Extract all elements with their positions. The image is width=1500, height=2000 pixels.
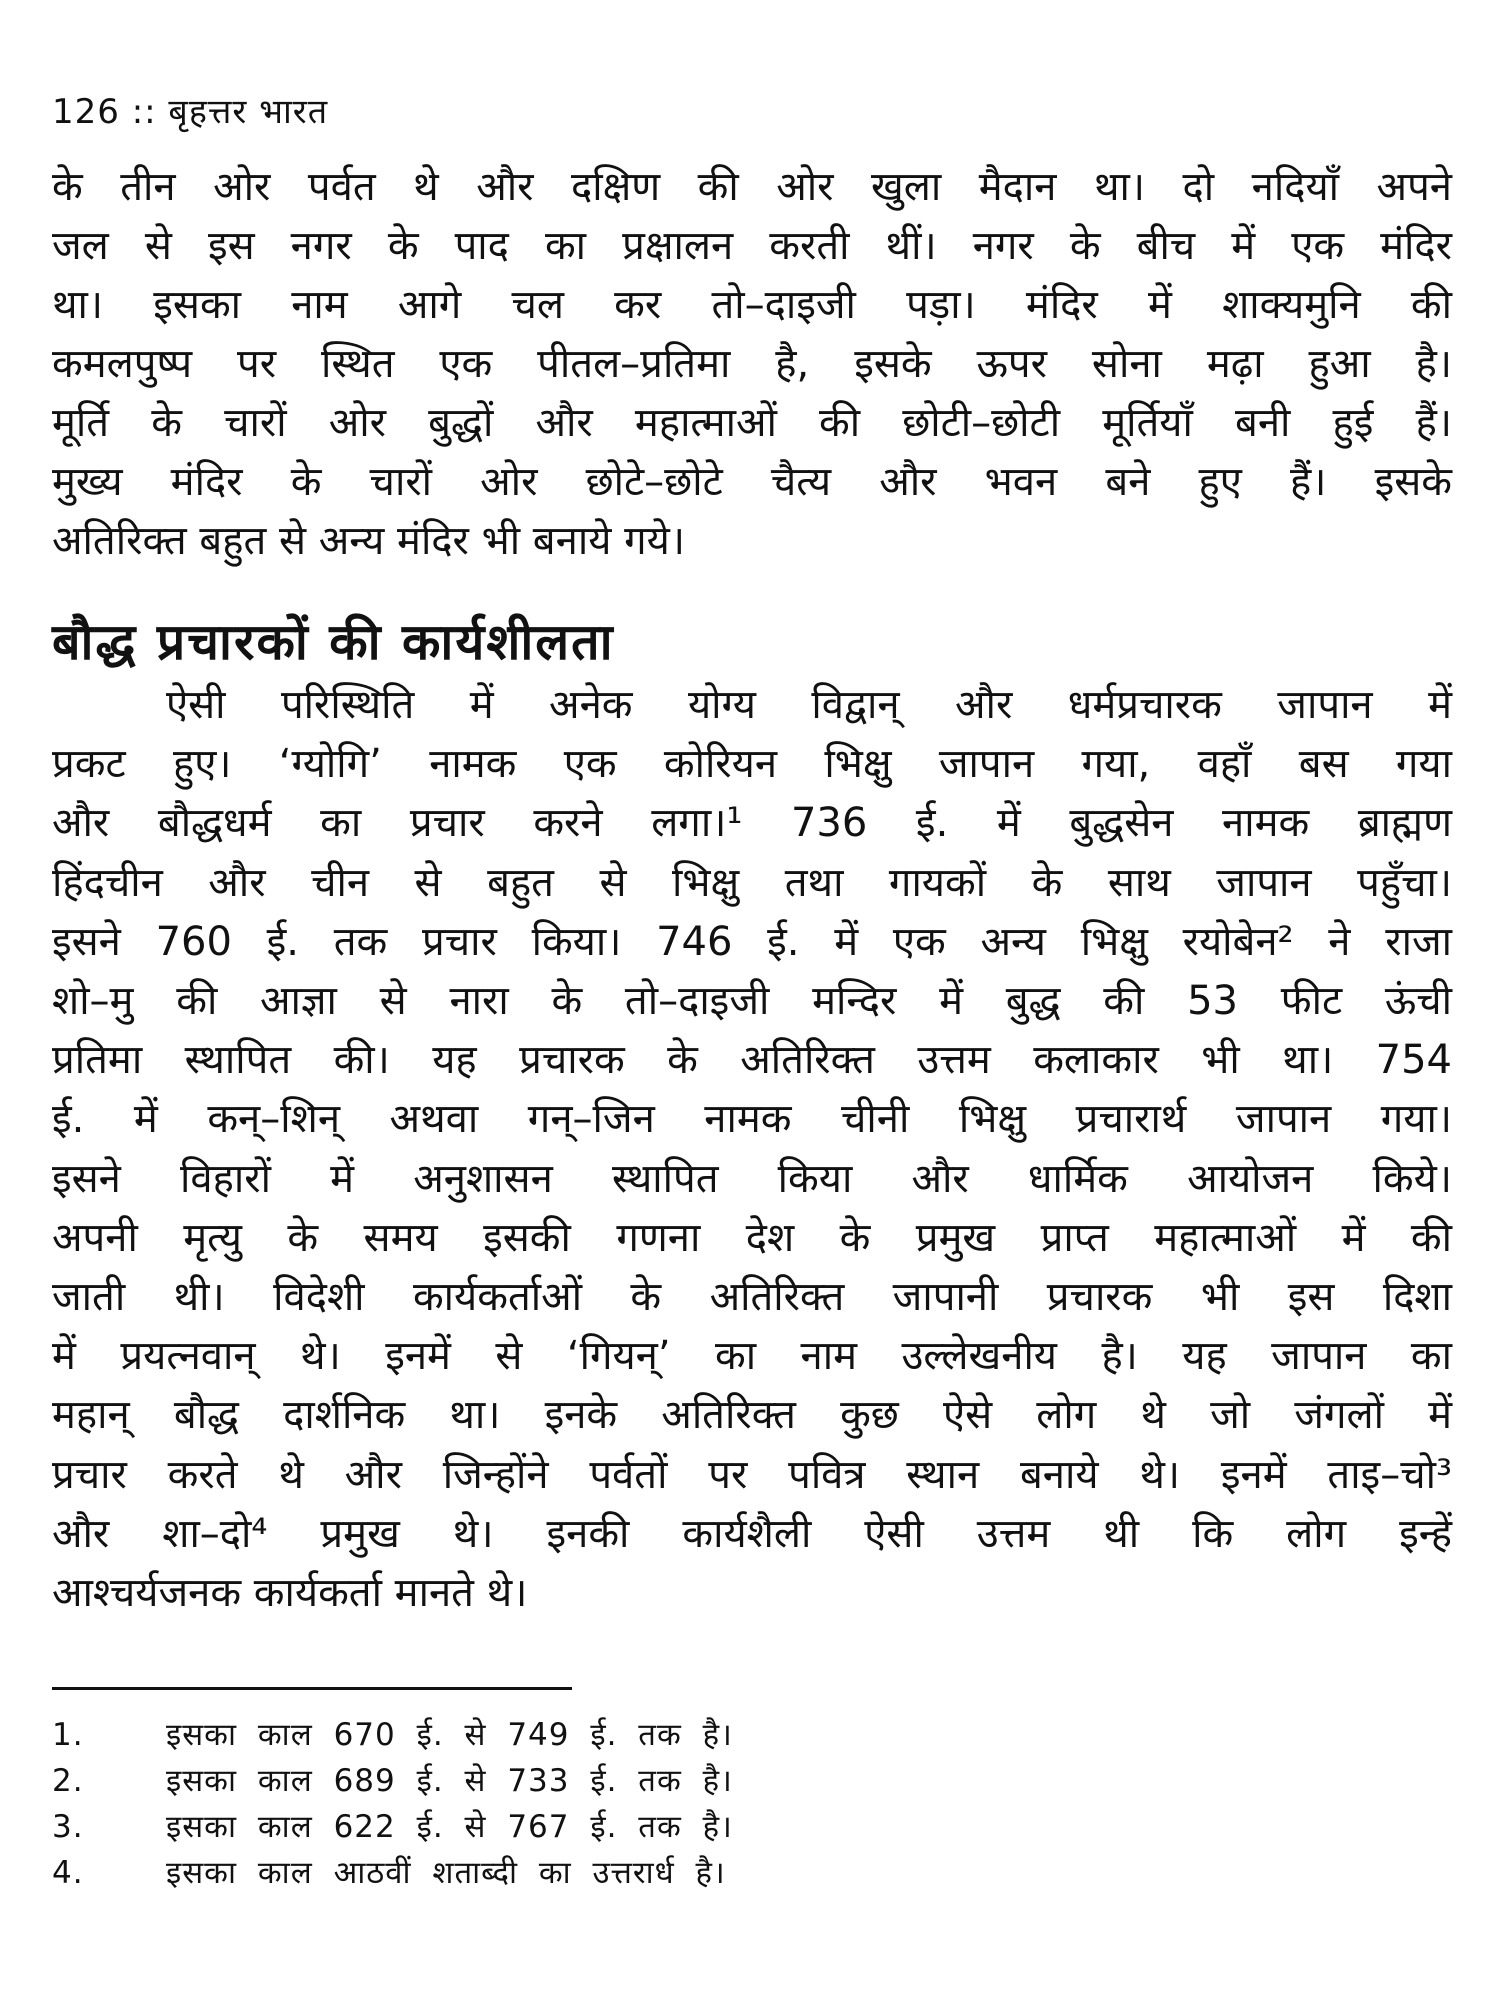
- paragraph-line: मुख्य मंदिर के चारों ओर छोटे–छोटे चैत्य और भवन बने हुए हैं। इसके: [52, 459, 1452, 505]
- footnote: [52, 1712, 1052, 1758]
- footnotes-list: [52, 1712, 1052, 1896]
- paragraph-line: अतिरिक्त बहुत से अन्य मंदिर भी बनाये गये।: [52, 518, 686, 564]
- paragraph-line: हिंदचीन और चीन से बहुत से भिक्षु तथा गायकों के साथ जापान पहुँचा।: [52, 859, 1452, 906]
- paragraph-line: कमलपुष्प पर स्थित एक पीतल–प्रतिमा है, इसके ऊपर सोना मढ़ा हुआ है।: [52, 341, 1452, 387]
- footnote: [52, 1804, 1052, 1850]
- paragraph-line: जल से इस नगर के पाद का प्रक्षालन करती थीं। नगर के बीच में एक मंदिर: [52, 223, 1452, 269]
- footnote-number: 4.: [52, 1855, 84, 1891]
- footnote-number: 1.: [52, 1717, 84, 1753]
- paragraph-line: इसने विहारों में अनुशासन स्थापित किया और धार्मिक आयोजन किये।: [52, 1155, 1452, 1202]
- section-heading: बौद्ध प्रचारकों की कार्यशीलता: [52, 613, 615, 671]
- paragraph-line: प्रकट हुए। ‘ग्योगि’ नामक एक कोरियन भिक्षु जापान गया, वहाँ बस गया: [52, 741, 1452, 788]
- paragraph-line: मूर्ति के चारों ओर बुद्धों और महात्माओं की छोटी–छोटी मूर्तियाँ बनी हुई हैं।: [52, 400, 1452, 446]
- paragraph-line: में प्रयत्नवान् थे। इनमें से ‘गियन्’ का नाम उल्लेखनीय है। यह जापान का: [52, 1333, 1452, 1380]
- footnote: [52, 1758, 1052, 1804]
- footnote-number: 2.: [52, 1763, 84, 1799]
- paragraph-line: प्रतिमा स्थापित की। यह प्रचारक के अतिरिक्त उत्तम कलाकार भी था। 754: [52, 1037, 1452, 1084]
- footnote-rule: [52, 1687, 572, 1690]
- paragraph-line: ऐसी परिस्थिति में अनेक योग्य विद्वान् और धर्मप्रचारक जापान में: [166, 682, 1452, 728]
- paragraph-line: ई. में कन्–शिन् अथवा गन्–जिन नामक चीनी भिक्षु प्रचारार्थ जापान गया।: [52, 1096, 1452, 1143]
- running-head: 126 :: बृहत्तर भारत: [52, 92, 329, 132]
- footnote-text: इसका काल 670 ई. से 749 ई. तक है।: [166, 1717, 733, 1753]
- paragraph-line: इसने 760 ई. तक प्रचार किया। 746 ई. में एक अन्य भिक्षु रयोबेन² ने राजा: [52, 918, 1452, 965]
- paragraph-line: के तीन ओर पर्वत थे और दक्षिण की ओर खुला मैदान था। दो नदियाँ अपने: [52, 164, 1452, 210]
- paragraph-line: जाती थी। विदेशी कार्यकर्ताओं के अतिरिक्त जापानी प्रचारक भी इस दिशा: [52, 1274, 1452, 1321]
- footnote-number: 3.: [52, 1809, 84, 1845]
- paragraph-line: आश्चर्यजनक कार्यकर्ता मानते थे।: [52, 1570, 528, 1617]
- paragraph-line: था। इसका नाम आगे चल कर तो–दाइजी पड़ा। मंदिर में शाक्यमुनि की: [52, 282, 1452, 328]
- paragraph-line: और शा–दो⁴ प्रमुख थे। इनकी कार्यशैली ऐसी उत्तम थी कि लोग इन्हें: [52, 1510, 1452, 1557]
- paragraph-line: और बौद्धधर्म का प्रचार करने लगा।¹ 736 ई. में बुद्धसेन नामक ब्राह्मण: [52, 800, 1452, 847]
- footnote: [52, 1850, 1052, 1896]
- paragraph-line: महान् बौद्ध दार्शनिक था। इनके अतिरिक्त कुछ ऐसे लोग थे जो जंगलों में: [52, 1392, 1452, 1439]
- paragraph-continued: [52, 158, 1452, 571]
- paragraph-line: शो–मु की आज्ञा से नारा के तो–दाइजी मन्दिर में बुद्ध की 53 फीट ऊंची: [52, 978, 1452, 1025]
- footnote-text: इसका काल 689 ई. से 733 ई. तक है।: [166, 1763, 733, 1799]
- footnote-text: इसका काल 622 ई. से 767 ई. तक है।: [166, 1809, 733, 1845]
- section-paragraph: [52, 676, 1452, 1623]
- paragraph-line: अपनी मृत्यु के समय इसकी गणना देश के प्रमुख प्राप्त महात्माओं में की: [52, 1214, 1452, 1261]
- paragraph-line: प्रचार करते थे और जिन्होंने पर्वतों पर पवित्र स्थान बनाये थे। इनमें ताइ–चो³: [52, 1451, 1452, 1498]
- footnote-text: इसका काल आठवीं शताब्दी का उत्तरार्ध है।: [166, 1855, 726, 1891]
